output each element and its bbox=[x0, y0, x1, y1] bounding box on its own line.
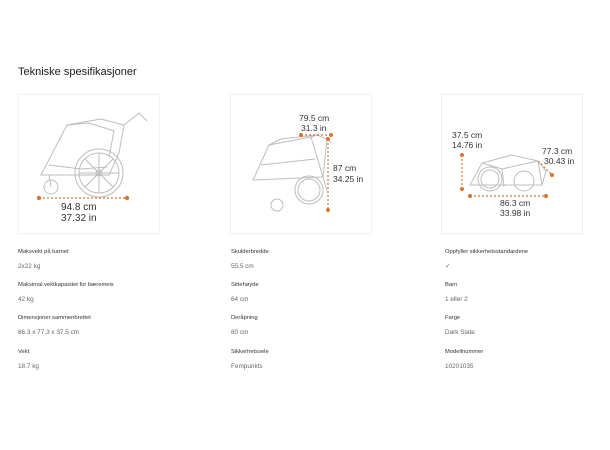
spec-safety-harness bbox=[231, 350, 421, 370]
spec-value: 64 cm bbox=[231, 295, 249, 303]
spec-value: Dark Slate bbox=[445, 328, 475, 336]
front-width-cm: 79.5 cm bbox=[299, 113, 330, 123]
spec-value: 42 kg bbox=[18, 295, 34, 303]
spec-value: 80 cm bbox=[231, 328, 249, 336]
folded-length-in: 33.98 in bbox=[500, 208, 531, 218]
figure-side-view bbox=[18, 94, 160, 234]
folded-height-in: 14.76 in bbox=[452, 140, 483, 150]
spec-safety-standards bbox=[445, 250, 610, 270]
front-height-in: 34.25 in bbox=[333, 174, 364, 184]
spec-max-carrier-capacity bbox=[18, 283, 208, 303]
front-width-in: 31.3 in bbox=[301, 123, 327, 133]
spec-max-child-weight bbox=[18, 250, 208, 270]
spec-weight bbox=[18, 350, 208, 370]
spec-label: Maksvekt på barnet bbox=[18, 249, 69, 255]
spec-label: Sikkerhetssele bbox=[231, 349, 269, 355]
spec-folded-dimensions bbox=[18, 316, 208, 336]
spec-color bbox=[445, 316, 610, 336]
spec-label: Vekt bbox=[18, 349, 30, 355]
spec-label: Barn bbox=[445, 282, 458, 288]
spec-label: Farge bbox=[445, 315, 461, 321]
folded-depth-in: 30.43 in bbox=[544, 156, 575, 166]
check-icon: ✓ bbox=[445, 262, 451, 270]
spec-value: 10201035 bbox=[445, 362, 474, 370]
spec-label: Modellnummer bbox=[445, 349, 484, 355]
spec-model-number bbox=[445, 350, 610, 370]
spec-seat-height bbox=[231, 283, 421, 303]
spec-label: Oppfyller sikkerhetsstandardene bbox=[445, 249, 529, 255]
spec-value: 18.7 kg bbox=[18, 362, 39, 370]
folded-length-cm: 86.3 cm bbox=[500, 198, 531, 208]
spec-shoulder-width bbox=[231, 250, 421, 270]
figure-front-view bbox=[230, 94, 372, 234]
spec-label: Skulderbredde bbox=[231, 249, 269, 255]
spec-door-opening bbox=[231, 316, 421, 336]
spec-value: 86.3 x 77.3 x 37.5 cm bbox=[18, 328, 80, 336]
spec-value: Fempunkts bbox=[231, 362, 263, 370]
spec-value: 2x22 kg bbox=[18, 262, 41, 270]
figure-folded-view bbox=[441, 94, 583, 234]
spec-label: Sittehøyde bbox=[231, 282, 259, 288]
spec-children bbox=[445, 283, 610, 303]
folded-depth-cm: 77.3 cm bbox=[542, 146, 573, 156]
side-length-cm: 94.8 cm bbox=[61, 202, 97, 213]
spec-label: Dimensjoner sammenbrettet bbox=[18, 315, 91, 321]
page-title: Tekniske spesifikasjoner bbox=[18, 66, 137, 78]
side-length-in: 37.32 in bbox=[61, 213, 97, 224]
spec-label: Deråpning bbox=[231, 315, 258, 321]
folded-height-cm: 37.5 cm bbox=[452, 130, 483, 140]
spec-label: Maksimal vektkapasitet for bæremeis bbox=[18, 282, 114, 288]
spec-value: 1 eller 2 bbox=[445, 295, 468, 303]
spec-value: 55.5 cm bbox=[231, 262, 254, 270]
front-height-cm: 87 cm bbox=[333, 163, 357, 173]
